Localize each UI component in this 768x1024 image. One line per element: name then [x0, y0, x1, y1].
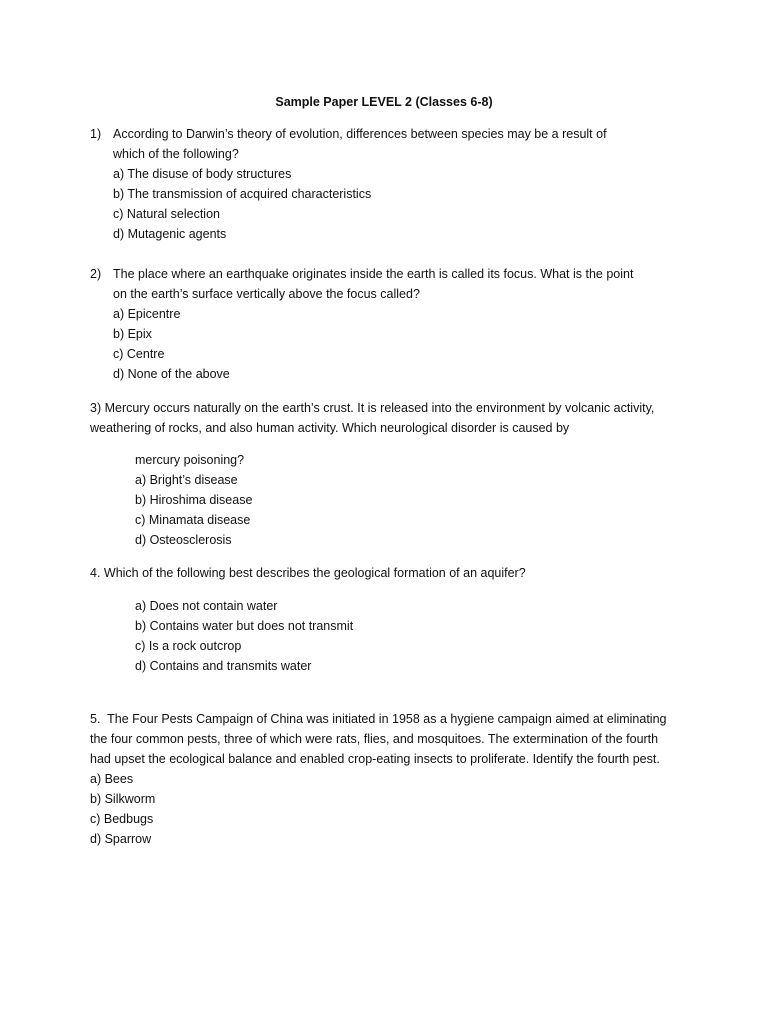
question-3-continued: [90, 450, 690, 550]
question-text-line: The place where an earthquake originates inside the earth is called its focus. What is the point: [113, 267, 634, 281]
answer-option: b) Hiroshima disease: [135, 493, 253, 507]
question-4: [90, 563, 690, 583]
question-1: [90, 124, 690, 244]
question-text-line: According to Darwin’s theory of evolution, differences between species may be a result of: [113, 127, 607, 141]
answer-option: c) Is a rock outcrop: [135, 639, 242, 653]
answer-option: d) Mutagenic agents: [113, 227, 227, 241]
answer-option: a) Epicentre: [113, 307, 181, 321]
question-4-options: [90, 596, 690, 676]
question-text-line: 4. Which of the following best describes the geological formation of an aquifer?: [90, 566, 526, 580]
question-3: [90, 398, 690, 438]
answer-option: d) Contains and transmits water: [135, 659, 312, 673]
page-title: Sample Paper LEVEL 2 (Classes 6-8): [275, 95, 493, 109]
question-text-line: on the earth’s surface vertically above the focus called?: [113, 287, 420, 301]
answer-option: d) Sparrow: [90, 832, 152, 846]
answer-option: a) The disuse of body structures: [113, 167, 292, 181]
question-5: [90, 709, 690, 849]
answer-option: a) Does not contain water: [135, 599, 278, 613]
answer-option: c) Minamata disease: [135, 513, 251, 527]
answer-option: b) Silkworm: [90, 792, 156, 806]
question-2: [90, 264, 690, 384]
answer-option: b) Epix: [113, 327, 152, 341]
answer-option: a) Bees: [90, 772, 134, 786]
answer-option: c) Centre: [113, 347, 165, 361]
answer-option: a) Bright’s disease: [135, 473, 238, 487]
answer-option: b) Contains water but does not transmit: [135, 619, 354, 633]
question-text-line: which of the following?: [113, 147, 239, 161]
answer-option: c) Bedbugs: [90, 812, 154, 826]
question-text-line: the four common pests, three of which were rats, flies, and mosquitoes. The extermination of the fourth: [90, 732, 659, 746]
question-text-line: 5. The Four Pests Campaign of China was initiated in 1958 as a hygiene campaign aimed at eliminating: [90, 712, 667, 726]
answer-option: d) None of the above: [113, 367, 230, 381]
question-text-line: weathering of rocks, and also human activity. Which neurological disorder is caused by: [90, 421, 570, 435]
answer-option: d) Osteosclerosis: [135, 533, 232, 547]
question-text-line: 3) Mercury occurs naturally on the earth’s crust. It is released into the environment by volcanic activity,: [90, 401, 655, 415]
question-number: 1): [90, 127, 102, 141]
answer-option: c) Natural selection: [113, 207, 220, 221]
answer-option: b) The transmission of acquired characteristics: [113, 187, 372, 201]
question-text-line: mercury poisoning?: [135, 453, 245, 467]
question-number: 2): [90, 267, 102, 281]
question-text-line: had upset the ecological balance and enabled crop-eating insects to proliferate. Identify the fourth pest.: [90, 752, 660, 766]
